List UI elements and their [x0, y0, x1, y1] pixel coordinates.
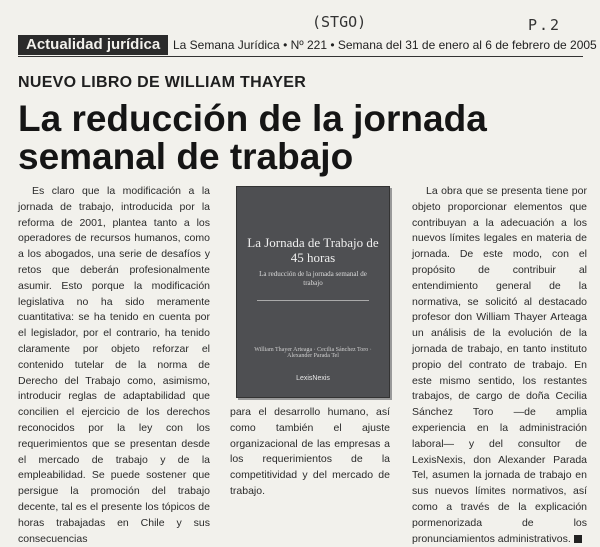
handwritten-page-note: P.2 [528, 16, 562, 34]
page-header [18, 34, 597, 57]
publisher-logo: LexisNexis [296, 375, 330, 382]
book-cover-image [236, 186, 390, 398]
book-subtitle: La reducción de la jornada semanal de trabajo [259, 270, 367, 287]
book-title: La Jornada de Trabajo de 45 horas [247, 235, 379, 265]
section-label: Actualidad jurídica [18, 35, 168, 55]
article-column-middle: para el desarrollo humano, así como también el ajuste organizacional de las empresas a los requerimientos de la competitividad y del mercado de trabajo. [230, 406, 390, 497]
article-column-right-text: La obra que se presenta tiene por objeto proporcionar elementos que contribuyan a la adecuación a los nuevos límites legales en materia de jornada. De este modo, con el propósito de contribuir al entendimiento general de la normativa, se solicitó al destacado profesor don William Thayer Arteaga un análisis de la evolución de la jornada de trabajo, en tanto instituto propio del contrato de trabajo. En este mismo sentido, los restantes trabajos, de cargo de doña Cecilia Sánchez Toro —de amplia experiencia en la administración laboral— y del consultor de LexisNexis, don Alexander Parada Tel, asumen la jornada de trabajo en sus nuevos límites normativos, así como a través de la explicación pormenorizada de los pronunciamientos administrativos. [412, 185, 587, 545]
book-divider [257, 300, 369, 301]
article-kicker: NUEVO LIBRO DE WILLIAM THAYER [18, 74, 307, 91]
handwritten-location-note: (STGO) [312, 13, 367, 31]
article-column-right [412, 184, 587, 547]
book-authors: William Thayer Arteaga · Cecilia Sánchez Toro · Alexander Parada Tel [254, 347, 372, 359]
end-of-article-mark [574, 535, 582, 543]
issue-info: La Semana Jurídica • Nº 221 • Semana del 31 de enero al 6 de febrero de 2005 [173, 38, 597, 52]
article-column-left: Es claro que la modificación a la jornada de trabajo, introducida por la reforma de 2001, plantea tanto a los operadores de recursos humanos, como a los abogados, una serie de desafíos y retos que deberán profesionalmente asumir. Esto porque la modificación legislativa no ha sido meramente cuantitativa: se ha tenido en cuenta por el legislador, por el contrario, ha tenido claramente por objeto reforzar el contenido tutelar de la norma de Derecho del Trabajo como, asimismo, introducir reglas de adaptabilidad que concilien el ejercicio de los derechos reconocidos por la ley con los requerimientos que se presentan desde el mercado de trabajo y de la empleabilidad. Se puede sostener que persigue la promoción del trabajo decente, tal es el presente los tópicos de horas trabajadas en Chile y sus consecuencias [18, 185, 210, 545]
article-headline: La reducción de la jornada semanal de trabajo [18, 98, 487, 177]
